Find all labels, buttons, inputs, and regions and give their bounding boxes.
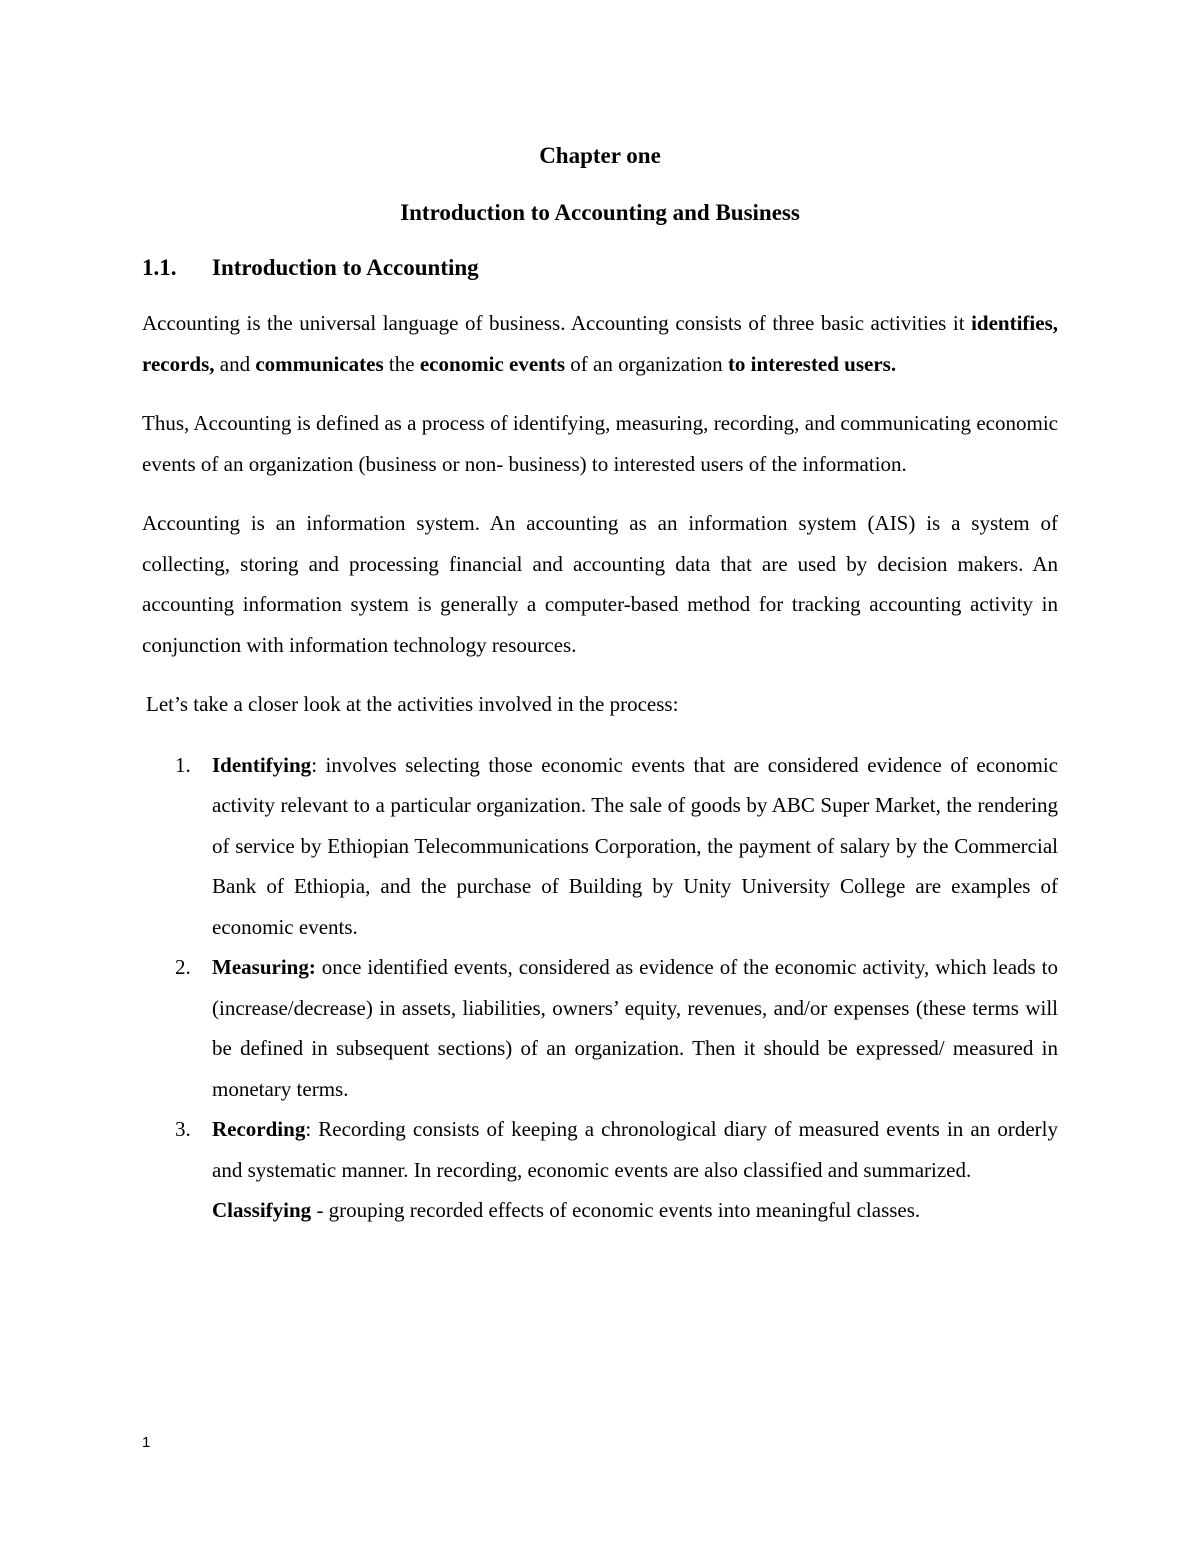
bold-text: identifies, records, — [142, 311, 1058, 376]
list-item — [142, 947, 1058, 1109]
bold-text: economic events — [419, 351, 566, 376]
section-heading — [142, 255, 479, 281]
chapter-subtitle: Introduction to Accounting and Business — [400, 200, 800, 225]
bold-text: communicates — [255, 351, 384, 376]
paragraph-text: and — [214, 351, 256, 376]
body-content — [142, 303, 1058, 1231]
classifying-text: - grouping recorded effects of economic events into meaningful classes. — [311, 1198, 921, 1222]
paragraph-process: Thus, Accounting is defined as a process of identifying, measuring, recording, and communicating economic events of an organization (business or non- business) to interested users of the information. — [142, 411, 1058, 476]
list-number: 2. — [175, 955, 191, 979]
list-item — [142, 1109, 1058, 1190]
list-term: Recording — [212, 1117, 306, 1141]
classifying-term: Classifying — [212, 1198, 312, 1222]
list-item — [142, 745, 1058, 948]
paragraph-definition — [142, 303, 1058, 384]
list-term: Identifying — [212, 752, 312, 777]
paragraph-text: Accounting is the universal language of business. Accounting consists of three basic activities it — [142, 311, 972, 335]
list-number: 1. — [175, 752, 191, 777]
bold-text: to interested users. — [727, 351, 897, 376]
section-number: 1.1. — [142, 255, 177, 280]
list-text: once identified events, considered as evidence of the economic activity, which leads to (increase/decrease) in assets, liabilities, owners’ equity, revenues, and/or expenses (these terms will be defined in subsequent sections) of an organization. Then it should be expressed/ measured in monetary terms. — [212, 955, 1058, 1101]
list-number: 3. — [175, 1117, 191, 1141]
paragraph-activities-intro: Let’s take a closer look at the activities involved in the process: — [146, 692, 679, 716]
paragraph-text: the — [383, 351, 420, 376]
paragraph-information-system: Accounting is an information system. An accounting as an information system (AIS) is a system of collecting, storing and processing financial and accounting data that are used by decision makers. An accounting information system is generally a computer-based method for tracking accounting activity in conjunction with information technology resources. — [142, 511, 1058, 657]
chapter-title: Chapter one — [539, 143, 661, 168]
classifying-item — [142, 1190, 1058, 1231]
page-number: 1 — [142, 1434, 151, 1451]
list-text: : involves selecting those economic events that are considered evidence of economic activity relevant to a particular organization. The sale of goods by ABC Super Market, the rendering of service by Ethiopian Telecommunications Corporation, the payment of salary by the Commercial Bank of Ethiopia, and the purchase of Building by Unity University College are examples of economic events. — [212, 752, 1058, 939]
activities-list — [142, 745, 1058, 1191]
list-text: : Recording consists of keeping a chronological diary of measured events in an orderly and systematic manner. In recording, economic events are also classified and summarized. — [212, 1117, 1058, 1182]
list-term: Measuring: — [212, 955, 316, 979]
section-title: Introduction to Accounting — [212, 255, 479, 280]
paragraph-text: of an organization — [565, 351, 728, 376]
